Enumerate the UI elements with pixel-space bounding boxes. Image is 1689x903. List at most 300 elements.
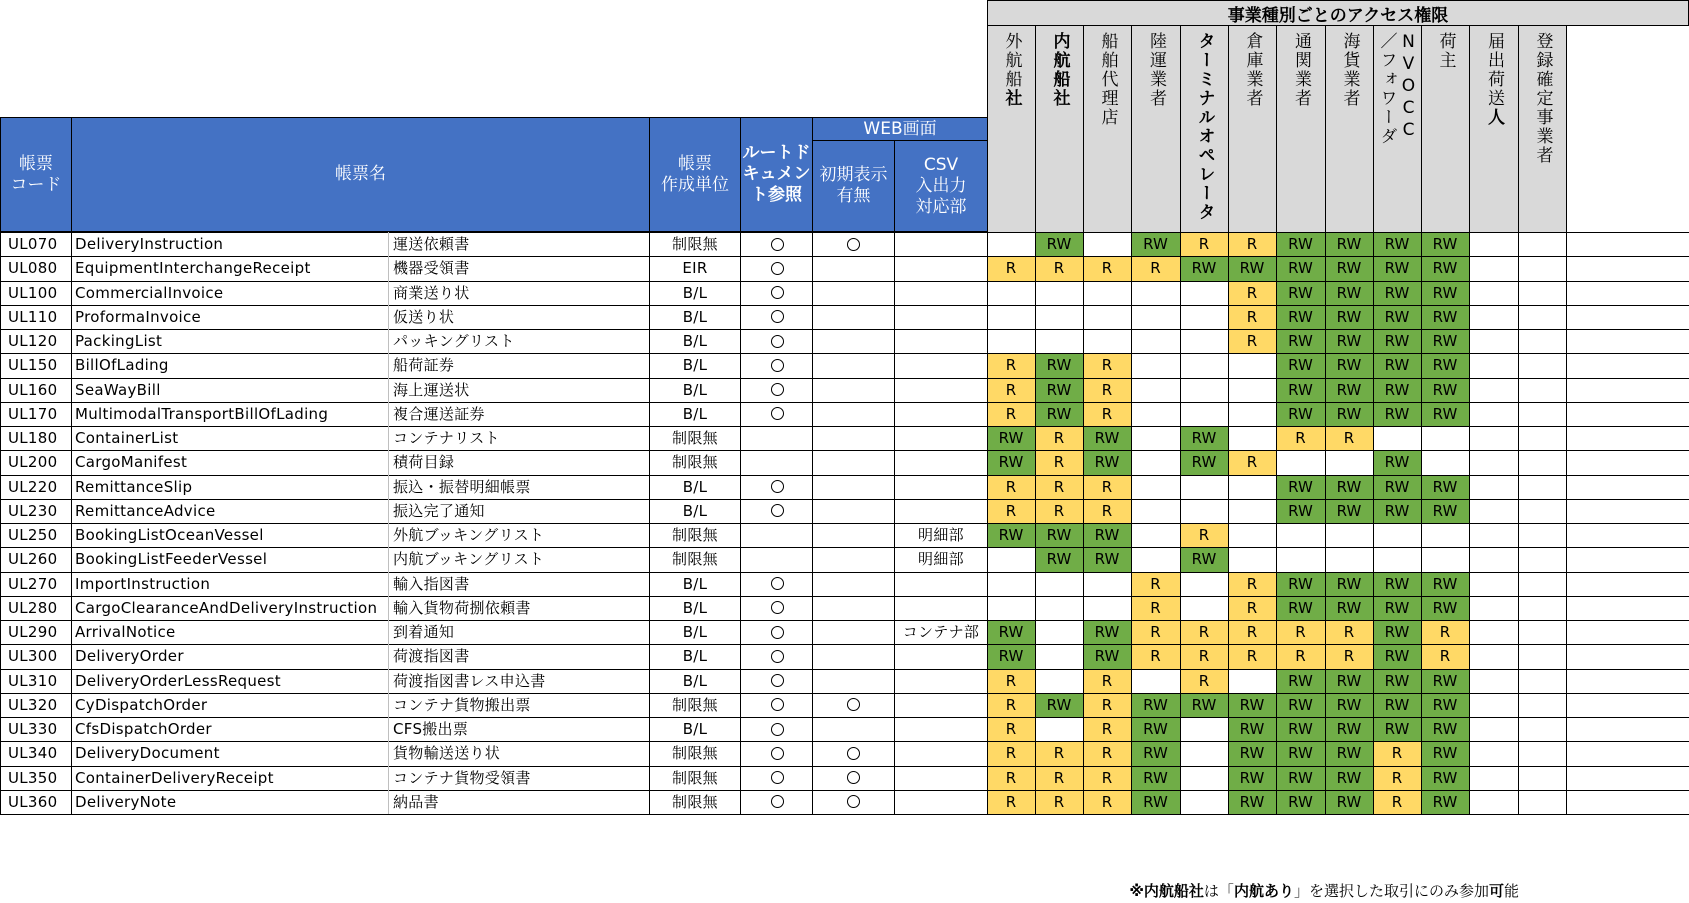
grid-line: [1421, 232, 1422, 814]
form-name-en: ArrivalNotice: [75, 623, 176, 641]
perm-header-9: [1421, 25, 1470, 233]
form-name-en: BookingListOceanVessel: [75, 526, 264, 544]
grid-line: [0, 450, 1689, 451]
root-doc-circle: [771, 335, 784, 348]
perm-cell: RW: [1180, 547, 1228, 571]
creation-unit: B/L: [682, 307, 708, 326]
perm-cell: RW: [1325, 329, 1373, 353]
root-doc-circle: [771, 407, 784, 420]
perm-cell: R: [1325, 620, 1373, 644]
perm-cell: R: [1276, 426, 1325, 450]
form-code: UL150: [8, 356, 58, 375]
perm-cell: R: [1035, 475, 1083, 499]
grid-line: [0, 572, 1689, 573]
csv-section: コンテナ部: [902, 623, 980, 641]
form-name-jp: 機器受領書: [393, 259, 470, 278]
perm-cell: RW: [1325, 717, 1373, 741]
perm-cell: RW: [1325, 475, 1373, 499]
perm-cell: R: [1228, 305, 1276, 329]
grid-line: [1180, 232, 1181, 814]
form-code: UL250: [8, 526, 58, 544]
perm-cell: R: [987, 378, 1035, 402]
perm-cell: RW: [1325, 305, 1373, 329]
form-name-en: RemittanceAdvice: [75, 501, 216, 520]
grid-line: [0, 281, 1689, 282]
header-root-document: ルートド キュメン ト参照: [740, 117, 813, 232]
grid-line: [740, 232, 741, 814]
perm-cell: R: [1325, 644, 1373, 668]
grid-line: [0, 669, 1689, 670]
perm-cell: RW: [1035, 523, 1083, 547]
perm-cell: RW: [1421, 281, 1469, 305]
header-form-code: 帳票 コード: [0, 117, 72, 232]
form-name-jp: 振込完了通知: [393, 501, 485, 520]
perm-cell: RW: [1131, 717, 1180, 741]
perm-cell: R: [1373, 766, 1421, 790]
form-code: UL360: [8, 792, 58, 811]
form-name-jp: CFS搬出票: [393, 720, 469, 738]
perm-cell: R: [1083, 717, 1131, 741]
perm-cell: R: [1228, 232, 1276, 256]
creation-unit: 制限無: [672, 429, 718, 447]
perm-header-label: 荷主: [1435, 32, 1456, 70]
creation-unit: B/L: [682, 647, 708, 666]
perm-cell: RW: [1373, 596, 1421, 620]
form-name-jp: 仮送り状: [393, 307, 455, 326]
perm-cell: R: [1035, 741, 1083, 765]
form-code: UL170: [8, 404, 58, 423]
perm-cell: RW: [987, 426, 1035, 450]
perm-cell: RW: [1276, 402, 1325, 426]
creation-unit: 制限無: [672, 550, 718, 569]
perm-header-4: [1180, 25, 1229, 233]
perm-cell: RW: [1325, 766, 1373, 790]
perm-header-label: 登録確定事業者: [1532, 32, 1553, 165]
form-code: UL340: [8, 744, 58, 763]
form-code: UL160: [8, 380, 58, 399]
perm-cell: R: [987, 353, 1035, 377]
form-name-jp: 振込・振替明細帳票: [393, 477, 531, 496]
creation-unit: B/L: [682, 671, 708, 690]
creation-unit: 制限無: [672, 768, 718, 787]
perm-header-3: [1131, 25, 1181, 233]
perm-cell: R: [1276, 644, 1325, 668]
root-doc-circle: [771, 577, 784, 590]
perm-cell: RW: [1421, 693, 1469, 717]
perm-cell: R: [1131, 256, 1180, 280]
form-code: UL350: [8, 768, 58, 787]
grid-line: [1469, 232, 1470, 814]
perm-cell: RW: [1421, 378, 1469, 402]
perm-cell: RW: [1325, 353, 1373, 377]
grid-line: [0, 329, 1689, 330]
perm-cell: RW: [1083, 426, 1131, 450]
form-code: UL220: [8, 477, 58, 496]
perm-cell: RW: [1421, 475, 1469, 499]
perm-cell: R: [987, 669, 1035, 693]
perm-cell: RW: [1373, 717, 1421, 741]
perm-cell: RW: [1276, 766, 1325, 790]
perm-cell: RW: [1276, 572, 1325, 596]
perm-cell: R: [1083, 475, 1131, 499]
form-name-en: DeliveryInstruction: [75, 235, 224, 253]
perm-cell: RW: [1325, 693, 1373, 717]
perm-cell: R: [1180, 669, 1228, 693]
perm-cell: RW: [1325, 572, 1373, 596]
perm-cell: RW: [1035, 353, 1083, 377]
creation-unit: EIR: [682, 259, 708, 278]
perm-cell: RW: [1035, 402, 1083, 426]
perm-cell: R: [987, 693, 1035, 717]
perm-cell: R: [1228, 620, 1276, 644]
creation-unit: 制限無: [672, 235, 718, 253]
perm-cell: RW: [1421, 402, 1469, 426]
perm-cell: RW: [1276, 256, 1325, 280]
perm-cell: R: [1083, 741, 1131, 765]
perm-cell: RW: [1083, 450, 1131, 474]
footnote-coastal-carrier: 内航船社: [1143, 882, 1204, 900]
perm-cell: RW: [1325, 281, 1373, 305]
root-doc-circle: [771, 383, 784, 396]
grid-line: [0, 305, 1689, 306]
perm-cell: RW: [1325, 790, 1373, 814]
form-name-en: ProformaInvoice: [75, 307, 202, 326]
form-name-en: RemittanceSlip: [75, 477, 193, 496]
perm-cell: R: [987, 717, 1035, 741]
perm-cell: R: [987, 741, 1035, 765]
form-name-en: BookingListFeederVessel: [75, 550, 268, 569]
perm-cell: R: [987, 402, 1035, 426]
header-initial-display: 初期表示 有無: [812, 140, 895, 232]
form-name-en: SeaWayBill: [75, 380, 161, 399]
perm-cell: R: [1035, 766, 1083, 790]
perm-cell: RW: [1276, 669, 1325, 693]
root-doc-circle: [771, 650, 784, 663]
perm-cell: RW: [1131, 232, 1180, 256]
perm-cell: RW: [1373, 281, 1421, 305]
creation-unit: B/L: [682, 623, 708, 641]
footnote-mark: ※: [1129, 882, 1144, 900]
form-code: UL310: [8, 671, 58, 690]
grid-line: [1035, 232, 1036, 814]
perm-cell: RW: [1180, 426, 1228, 450]
grid-line: [0, 256, 1689, 257]
perm-cell: RW: [1276, 353, 1325, 377]
creation-unit: B/L: [682, 477, 708, 496]
form-name-jp: 貨物輸送送り状: [393, 744, 501, 763]
creation-unit: 制限無: [672, 695, 718, 714]
form-name-en: DeliveryDocument: [75, 744, 220, 763]
perm-cell: RW: [1276, 378, 1325, 402]
perm-cell: RW: [1083, 547, 1131, 571]
root-doc-circle: [771, 504, 784, 517]
grid-line: [1131, 232, 1132, 814]
form-code: UL120: [8, 332, 58, 350]
perm-cell: RW: [987, 523, 1035, 547]
perm-cell: RW: [987, 450, 1035, 474]
perm-cell: RW: [1373, 353, 1421, 377]
perm-cell: R: [1131, 596, 1180, 620]
perm-cell: RW: [1421, 572, 1469, 596]
creation-unit: B/L: [682, 404, 708, 423]
footnote-coastal-option: 内航あり: [1233, 882, 1294, 900]
perm-cell: RW: [1131, 766, 1180, 790]
perm-cell: RW: [1131, 741, 1180, 765]
perm-cell: RW: [1276, 693, 1325, 717]
perm-cell: R: [1035, 426, 1083, 450]
perm-cell: R: [1421, 620, 1469, 644]
perm-header-5: [1228, 25, 1277, 233]
creation-unit: 制限無: [672, 526, 718, 544]
grid-line: [388, 232, 389, 814]
perm-cell: R: [1131, 572, 1180, 596]
form-name-jp: 輸入貨物荷捌依頼書: [393, 598, 531, 617]
perm-cell: RW: [1373, 499, 1421, 523]
root-doc-circle: [771, 359, 784, 372]
perm-cell: RW: [1325, 596, 1373, 620]
perm-cell: RW: [1421, 717, 1469, 741]
csv-section: 明細部: [918, 526, 964, 544]
perm-cell: RW: [1421, 353, 1469, 377]
form-name-en: DeliveryOrderLessRequest: [75, 671, 281, 690]
perm-cell: RW: [1421, 766, 1469, 790]
footnote-text-3: 可: [1488, 882, 1504, 900]
grid-line: [0, 475, 1689, 476]
creation-unit: B/L: [682, 720, 708, 738]
perm-header-label: 外航船社: [1001, 32, 1022, 108]
grid-line: [71, 232, 72, 814]
grid-line: [0, 547, 1689, 548]
form-code: UL070: [8, 235, 58, 253]
grid-line: [0, 232, 1, 814]
perm-cell: RW: [1421, 305, 1469, 329]
form-name-jp: 外航ブッキングリスト: [393, 526, 545, 544]
form-name-en: CfsDispatchOrder: [75, 720, 212, 738]
form-name-jp: 内航ブッキングリスト: [393, 550, 545, 569]
perm-cell: RW: [1180, 256, 1228, 280]
perm-cell: RW: [1228, 741, 1276, 765]
perm-header-label: 通関業者: [1291, 32, 1311, 108]
perm-cell: RW: [1276, 596, 1325, 620]
perm-cell: RW: [1421, 596, 1469, 620]
perm-cell: RW: [1373, 305, 1421, 329]
creation-unit: B/L: [682, 356, 708, 375]
perm-cell: R: [1131, 644, 1180, 668]
creation-unit: B/L: [682, 574, 708, 593]
perm-cell: RW: [1276, 329, 1325, 353]
grid-line: [812, 232, 813, 814]
form-name-en: MultimodalTransportBillOfLading: [75, 404, 329, 423]
form-code: UL330: [8, 720, 58, 738]
perm-cell: R: [1228, 450, 1276, 474]
perm-cell: R: [1180, 523, 1228, 547]
form-name-en: CyDispatchOrder: [75, 695, 208, 714]
form-name-jp: コンテナ貨物搬出票: [393, 695, 531, 714]
perm-cell: R: [987, 256, 1035, 280]
grid-line: [1276, 232, 1277, 814]
perm-cell: RW: [1373, 620, 1421, 644]
perm-cell: R: [1035, 499, 1083, 523]
creation-unit: 制限無: [672, 744, 718, 763]
perm-header-7: [1325, 25, 1374, 233]
perm-cell: R: [1083, 499, 1131, 523]
form-name-jp: 荷渡指図書: [393, 647, 470, 666]
creation-unit: 制限無: [672, 792, 718, 811]
perm-cell: RW: [1035, 547, 1083, 571]
form-name-jp: 商業送り状: [393, 283, 470, 302]
perm-header-8: [1373, 25, 1422, 233]
grid-line: [0, 790, 1689, 791]
perm-cell: RW: [1373, 572, 1421, 596]
creation-unit: B/L: [682, 283, 708, 302]
creation-unit: B/L: [682, 501, 708, 520]
initial-display-circle: [847, 795, 860, 808]
form-name-en: DeliveryOrder: [75, 647, 184, 666]
perm-cell: RW: [1373, 669, 1421, 693]
perm-cell: R: [987, 475, 1035, 499]
form-code: UL320: [8, 695, 58, 714]
perm-cell: RW: [1373, 644, 1421, 668]
perm-cell: RW: [1228, 693, 1276, 717]
grid-line: [0, 499, 1689, 500]
perm-header-label: 陸運業者: [1146, 32, 1166, 108]
grid-line: [0, 353, 1689, 354]
perm-cell: R: [1180, 620, 1228, 644]
form-name-en: ContainerDeliveryReceipt: [75, 768, 274, 787]
form-name-en: BillOfLading: [75, 356, 169, 375]
perm-cell: RW: [1083, 620, 1131, 644]
form-name-jp: パッキングリスト: [393, 332, 515, 350]
perm-header-label: 船舶代理店: [1097, 32, 1118, 127]
header-access-permissions: 事業種別ごとのアクセス権限: [987, 0, 1689, 26]
form-name-jp: 積荷目録: [393, 453, 455, 472]
grid-line: [0, 644, 1689, 645]
perm-cell: RW: [1083, 523, 1131, 547]
perm-cell: R: [1083, 378, 1131, 402]
perm-cell: RW: [1325, 499, 1373, 523]
creation-unit: B/L: [682, 380, 708, 399]
perm-cell: R: [1083, 766, 1131, 790]
perm-cell: R: [1276, 620, 1325, 644]
perm-cell: RW: [1035, 232, 1083, 256]
creation-unit: 制限無: [672, 453, 718, 472]
root-doc-circle: [771, 286, 784, 299]
root-doc-circle: [771, 480, 784, 493]
perm-header-10: [1469, 25, 1519, 233]
grid-line: [0, 693, 1689, 694]
perm-cell: R: [1180, 232, 1228, 256]
form-name-en: CargoClearanceAndDeliveryInstruction: [75, 598, 378, 617]
perm-header-label: 倉庫業者: [1242, 32, 1263, 108]
form-name-jp: 輸入指図書: [393, 574, 470, 593]
grid-line: [1373, 232, 1374, 814]
form-code: UL100: [8, 283, 58, 302]
root-doc-circle: [771, 771, 784, 784]
perm-cell: RW: [1325, 669, 1373, 693]
grid-line: [0, 402, 1689, 403]
perm-cell: R: [987, 499, 1035, 523]
grid-line: [1325, 232, 1326, 814]
grid-line: [0, 814, 1689, 815]
grid-line: [0, 426, 1689, 427]
form-name-en: ContainerList: [75, 429, 179, 447]
perm-cell: RW: [1131, 790, 1180, 814]
perm-cell: RW: [1421, 741, 1469, 765]
form-name-jp: 納品書: [393, 792, 439, 811]
form-name-jp: コンテナ貨物受領書: [393, 768, 531, 787]
perm-cell: R: [1373, 741, 1421, 765]
grid-line: [1228, 232, 1229, 814]
grid-line: [649, 232, 650, 814]
footnote-text-2: 」を選択した取引にのみ参加: [1293, 882, 1489, 900]
perm-cell: RW: [1276, 305, 1325, 329]
header-csv-io: CSV 入出力 対応部: [894, 140, 988, 232]
form-name-jp: 船荷証券: [393, 356, 455, 375]
perm-cell: RW: [1325, 402, 1373, 426]
perm-cell: RW: [1373, 475, 1421, 499]
form-code: UL080: [8, 259, 58, 278]
perm-cell: RW: [1373, 402, 1421, 426]
root-doc-circle: [771, 601, 784, 614]
perm-cell: R: [1035, 256, 1083, 280]
form-code: UL300: [8, 647, 58, 666]
perm-cell: RW: [1228, 766, 1276, 790]
perm-header-label: ターミナルオペレータ: [1194, 32, 1215, 222]
perm-header-1: [1035, 25, 1084, 233]
grid-line: [0, 596, 1689, 597]
initial-display-circle: [847, 238, 860, 251]
perm-cell: RW: [1276, 741, 1325, 765]
perm-cell: RW: [1276, 281, 1325, 305]
perm-cell: RW: [1035, 378, 1083, 402]
csv-section: 明細部: [918, 550, 964, 569]
perm-cell: R: [1131, 620, 1180, 644]
form-code: UL230: [8, 501, 58, 520]
form-code: UL180: [8, 429, 58, 447]
form-code: UL260: [8, 550, 58, 569]
perm-cell: RW: [1421, 232, 1469, 256]
grid-line: [0, 232, 1689, 233]
creation-unit: B/L: [682, 598, 708, 617]
perm-cell: RW: [1421, 329, 1469, 353]
form-code: UL270: [8, 574, 58, 593]
perm-cell: RW: [1035, 693, 1083, 717]
perm-cell: RW: [1373, 693, 1421, 717]
form-name-en: CargoManifest: [75, 453, 188, 472]
grid-line: [0, 523, 1689, 524]
root-doc-circle: [771, 723, 784, 736]
perm-cell: R: [1228, 596, 1276, 620]
perm-cell: RW: [1276, 499, 1325, 523]
grid-line: [1518, 232, 1519, 814]
perm-cell: RW: [987, 620, 1035, 644]
perm-cell: RW: [1325, 232, 1373, 256]
form-name-en: DeliveryNote: [75, 792, 177, 811]
form-name-jp: 荷渡指図書レス申込書: [393, 671, 546, 690]
header-form-name: 帳票名: [71, 117, 650, 232]
grid-line: [894, 232, 895, 814]
perm-cell: RW: [1325, 378, 1373, 402]
root-doc-circle: [771, 238, 784, 251]
grid-line: [0, 620, 1689, 621]
root-doc-circle: [771, 795, 784, 808]
perm-header-label: 海貨業者: [1339, 32, 1360, 108]
form-code: UL200: [8, 453, 58, 472]
perm-cell: R: [1421, 644, 1469, 668]
form-name-en: PackingList: [75, 332, 163, 350]
perm-header-0: [987, 25, 1036, 233]
perm-cell: RW: [1131, 693, 1180, 717]
